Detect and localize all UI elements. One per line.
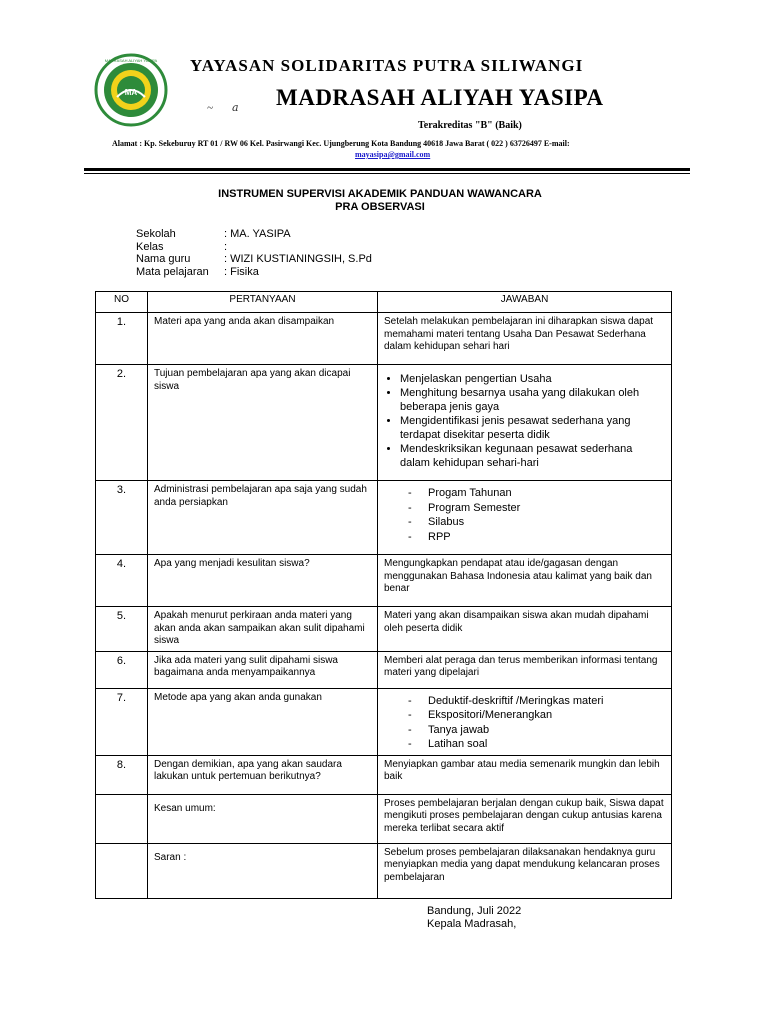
table-header-row <box>96 292 672 313</box>
header-no: NO <box>96 292 148 313</box>
question-cell: Metode apa yang akan anda gunakan <box>148 688 378 755</box>
question-cell: Administrasi pembelajaran apa saja yang sudah anda persiapkan <box>148 481 378 555</box>
table-row <box>96 843 672 898</box>
row-number <box>96 794 148 843</box>
list-item: • Mengidentifikasi jenis pesawat sederhana yang terdapat disekitar peserta didik <box>400 414 665 442</box>
list-item: • Mendeskriksikan kegunaan pesawat sederhana dalam kehidupan sehari-hari <box>400 442 665 470</box>
list-item: - Program Semester <box>408 501 665 516</box>
decoration-mark: 𝑎 <box>232 102 239 114</box>
header-divider-thin <box>84 173 690 174</box>
answer-cell: Materi yang akan disampaikan siswa akan mudah dipahami oleh peserta didik <box>378 607 672 652</box>
school-email-link[interactable]: mayasipa@gmail.com <box>355 150 431 159</box>
row-number: 3. <box>96 481 148 555</box>
table-row <box>96 651 672 688</box>
table-row <box>96 555 672 607</box>
row-number: 8. <box>96 755 148 794</box>
document-title <box>160 188 600 214</box>
general-impression-label: Kesan umum: <box>148 794 378 843</box>
info-value: : WIZI KUSTIANINGSIH, S.Pd <box>224 253 372 265</box>
row-number: 5. <box>96 607 148 652</box>
list-item: - Latihan soal <box>408 737 665 752</box>
info-value: : Fisika <box>224 265 259 278</box>
list-item: - RPP <box>408 530 665 545</box>
suggestion-text: Sebelum proses pembelajaran dilaksanakan hendaknya guru menyiapkan media yang dapat mendukung kelancaran proses pembelajaran <box>378 843 672 898</box>
row-number <box>96 843 148 898</box>
accreditation-status: Terakreditas "B" (Baik) <box>418 120 522 131</box>
info-label: Kelas <box>136 240 164 253</box>
school-logo <box>94 53 168 127</box>
info-label: Sekolah <box>136 228 176 240</box>
list-item: - Deduktif-deskriftif /Meringkas materi <box>408 694 665 709</box>
admin-list <box>384 486 665 544</box>
list-item: - Silabus <box>408 515 665 530</box>
info-value: : <box>224 240 228 253</box>
list-item: • Menjelaskan pengertian Usaha <box>400 372 665 386</box>
question-cell: Jika ada materi yang sulit dipahami siswa bagaimana anda menyampaikannya <box>148 651 378 688</box>
list-item: - Tanya jawab <box>408 723 665 738</box>
row-number: 2. <box>96 365 148 481</box>
title-line-1: INSTRUMEN SUPERVISI AKADEMIK PANDUAN WAWANCARA <box>218 188 542 200</box>
svg-text:MA: MA <box>124 88 138 97</box>
suggestion-label: Saran : <box>148 843 378 898</box>
info-label: Mata pelajaran <box>136 265 209 278</box>
school-address: Alamat : Kp. Sekeburuy RT 01 / RW 06 Kel. Pasirwangi Kec. Ujungberung Kota Bandung 40618 Jawa Barat ( 022 ) 63726497 E-mail: <box>112 139 570 148</box>
info-value: : MA. YASIPA <box>224 228 291 240</box>
row-number: 6. <box>96 651 148 688</box>
question-cell: Tujuan pembelajaran apa yang akan dicapai siswa <box>148 365 378 481</box>
teacher-info <box>136 228 372 278</box>
signature-role: Kepala Madrasah, <box>427 918 517 930</box>
answer-cell <box>378 481 672 555</box>
signature-block <box>427 905 521 931</box>
method-list <box>384 694 665 752</box>
table-row <box>96 755 672 794</box>
info-label: Nama guru <box>136 253 191 265</box>
organization-name: YAYASAN SOLIDARITAS PUTRA SILIWANGI <box>190 56 584 75</box>
list-item: • Menghitung besarnya usaha yang dilakukan oleh beberapa jenis gaya <box>400 386 665 414</box>
general-impression-text: Proses pembelajaran berjalan dengan cukup baik, Siswa dapat mengikuti proses pembelajaran dengan cukup antusias karena mereka terlibat secara aktif <box>378 794 672 843</box>
info-row-school <box>136 228 372 241</box>
table-row <box>96 794 672 843</box>
interview-table <box>95 291 672 899</box>
answer-cell <box>378 365 672 481</box>
list-item: - Ekspositori/Menerangkan <box>408 708 665 723</box>
answer-cell: Mengungkapkan pendapat atau ide/gagasan dengan menggunakan Bahasa Indonesia atau kalimat yang baik dan benar <box>378 555 672 607</box>
answer-cell <box>378 688 672 755</box>
header-question: PERTANYAAN <box>148 292 378 313</box>
question-cell: Dengan demikian, apa yang akan saudara lakukan untuk pertemuan berikutnya? <box>148 755 378 794</box>
table-row <box>96 481 672 555</box>
info-row-class <box>136 241 372 254</box>
table-row <box>96 607 672 652</box>
row-number: 7. <box>96 688 148 755</box>
signature-place-date: Bandung, Juli 2022 <box>427 905 522 917</box>
header-divider <box>84 168 690 171</box>
objectives-list <box>384 372 665 470</box>
answer-cell: Menyiapkan gambar atau media semenarik mungkin dan lebih baik <box>378 755 672 794</box>
info-row-teacher <box>136 253 372 266</box>
row-number: 4. <box>96 555 148 607</box>
table-row <box>96 688 672 755</box>
svg-text:MADRASAH ALIYAH YASIPA: MADRASAH ALIYAH YASIPA <box>104 58 158 63</box>
school-name: MADRASAH ALIYAH YASIPA <box>276 85 604 110</box>
row-number: 1. <box>96 313 148 365</box>
answer-cell: Setelah melakukan pembelajaran ini diharapkan siswa dapat memahami materi tentang Usaha Dan Pesawat Sederhana dalam kehidupan sehari hari <box>378 313 672 365</box>
list-item: - Progam Tahunan <box>408 486 665 501</box>
info-row-subject <box>136 266 372 279</box>
decoration-mark: ~ <box>207 102 213 114</box>
table-row <box>96 365 672 481</box>
answer-cell: Memberi alat peraga dan terus memberikan informasi tentang materi yang dipelajari <box>378 651 672 688</box>
question-cell: Apa yang menjadi kesulitan siswa? <box>148 555 378 607</box>
table-row <box>96 313 672 365</box>
title-line-2: PRA OBSERVASI <box>335 201 425 213</box>
question-cell: Apakah menurut perkiraan anda materi yang akan anda akan sampaikan akan sulit dipahami siswa <box>148 607 378 652</box>
header-answer: JAWABAN <box>378 292 672 313</box>
question-cell: Materi apa yang anda akan disampaikan <box>148 313 378 365</box>
